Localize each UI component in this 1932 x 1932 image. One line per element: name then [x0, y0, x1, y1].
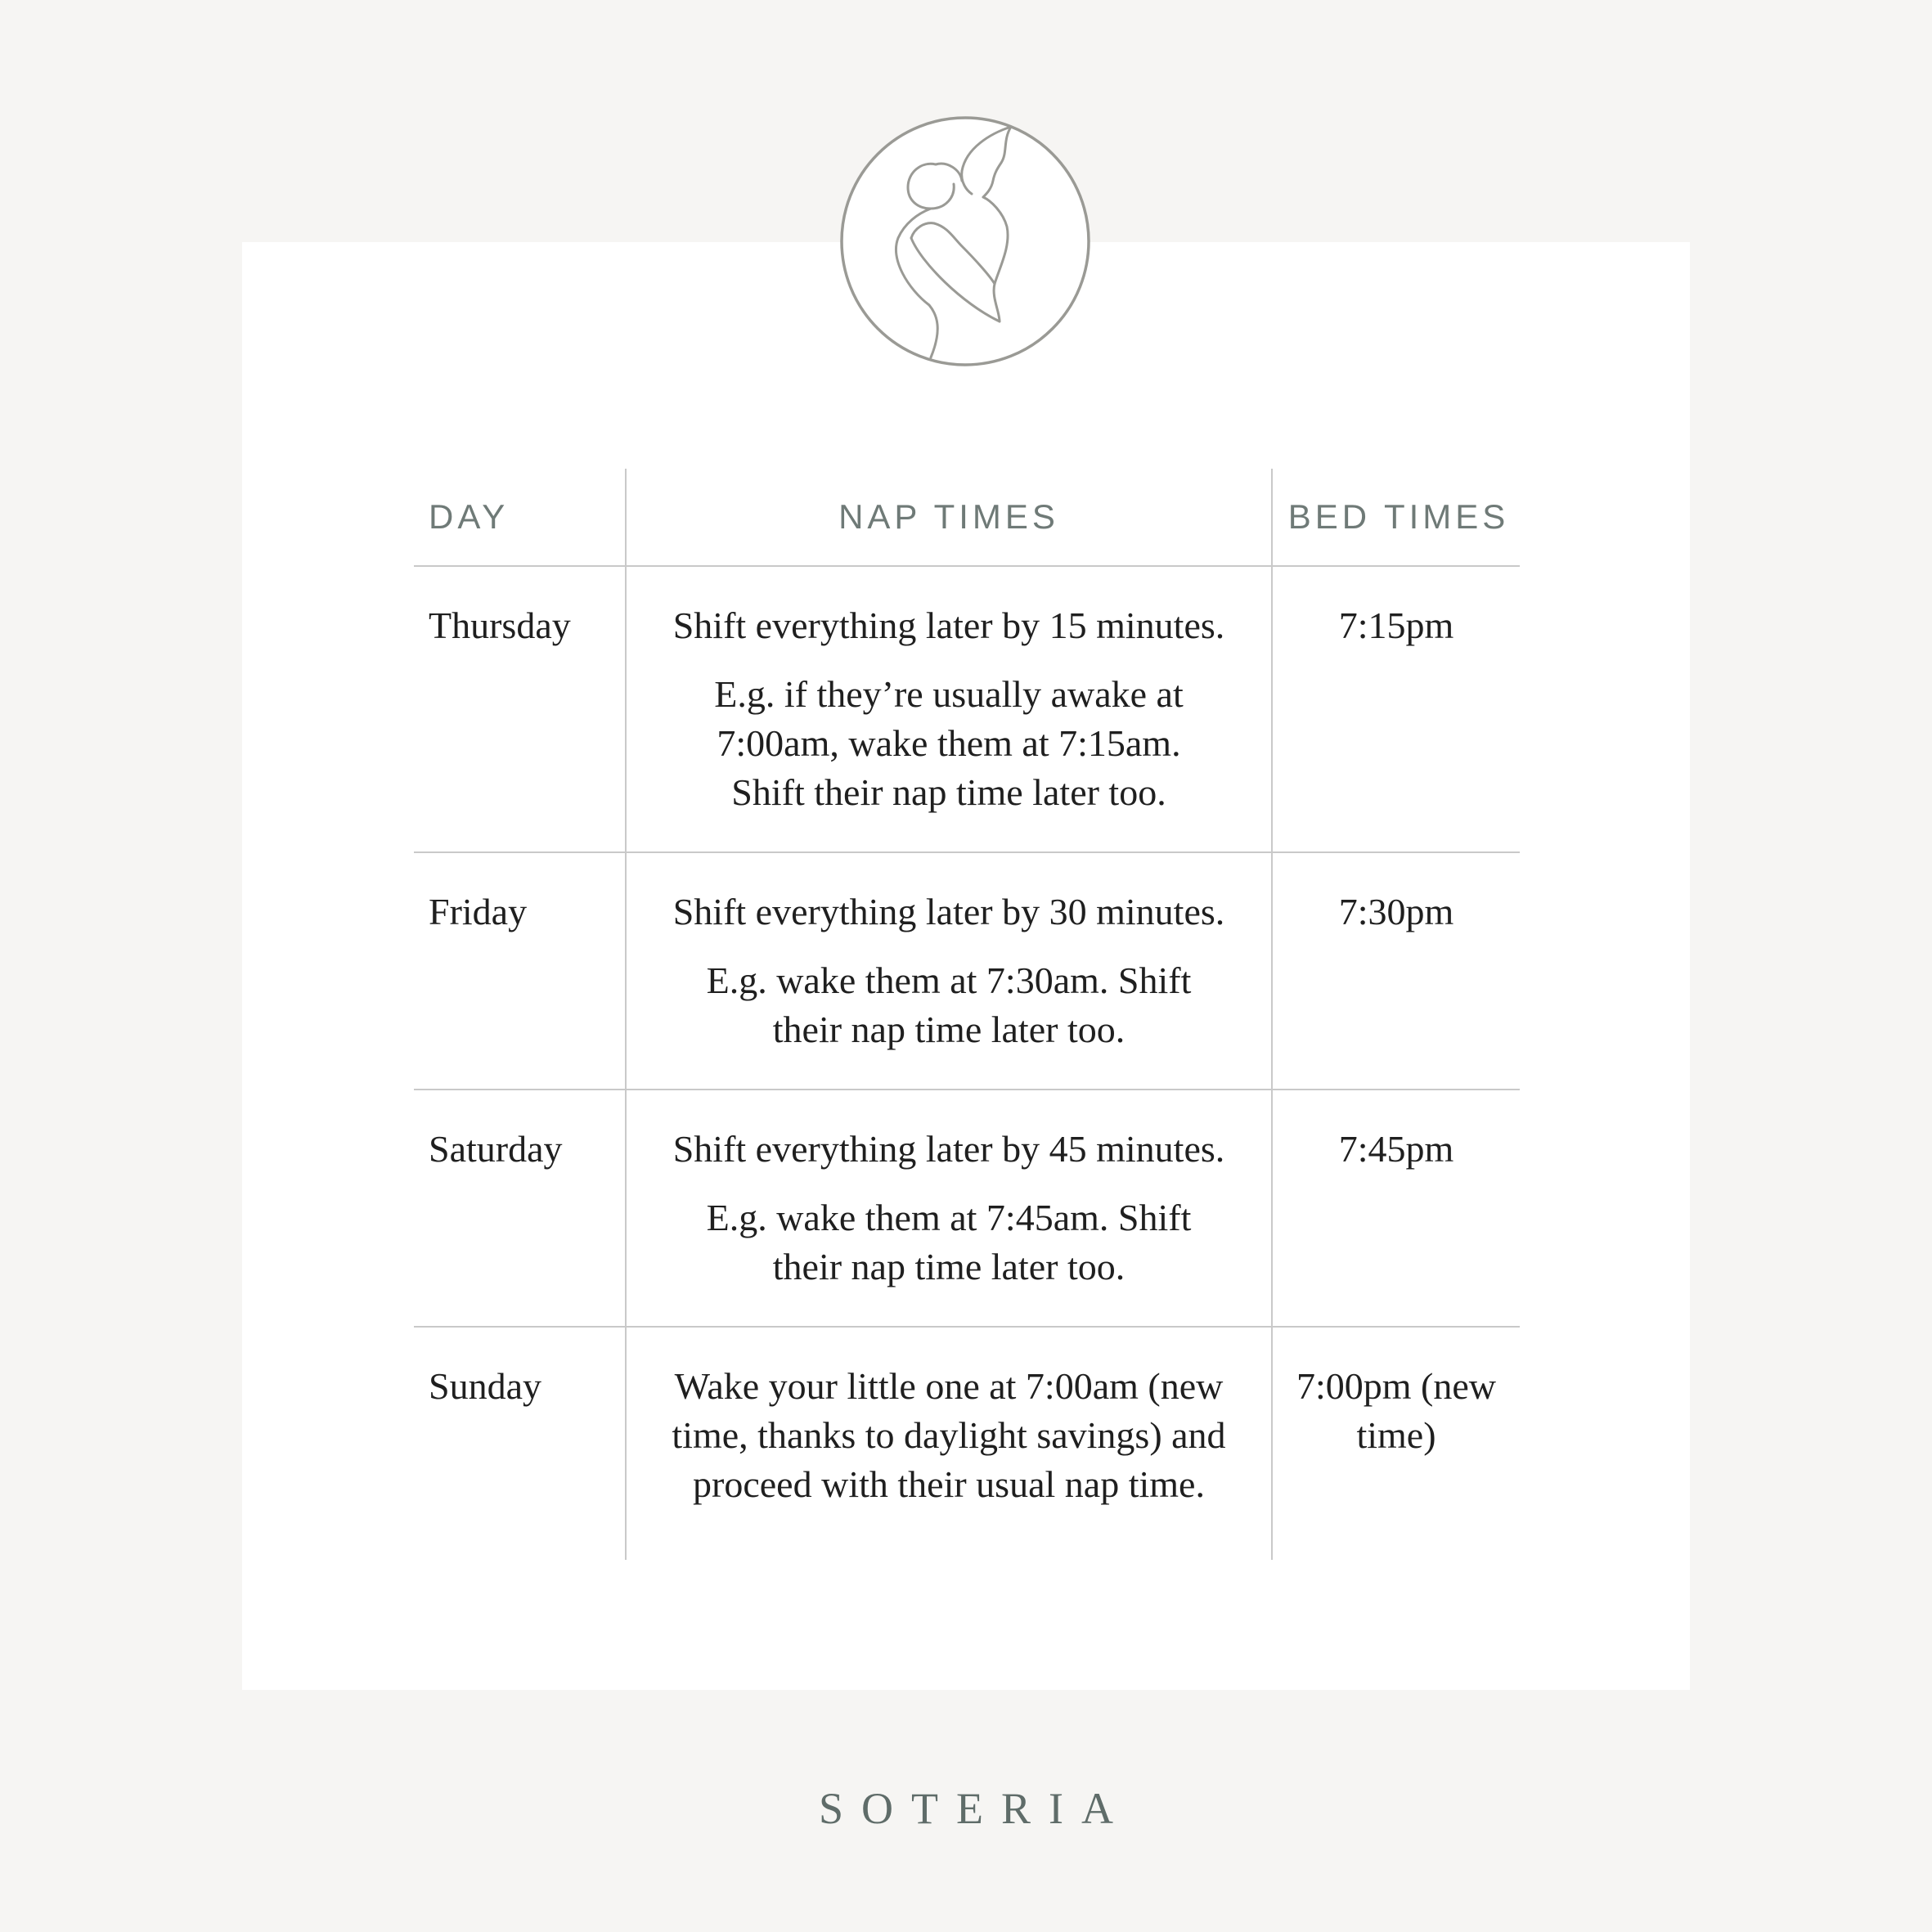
bed-time-cell: 7:45pm	[1272, 1090, 1520, 1327]
table-row	[414, 1090, 1520, 1327]
nap-cell	[626, 1090, 1272, 1327]
mother-and-child-logo-icon	[839, 115, 1091, 367]
day-cell: Friday	[414, 852, 626, 1090]
bed-time-cell: 7:30pm	[1272, 852, 1520, 1090]
table-row	[414, 566, 1520, 852]
nap-instruction: Shift everything later by 45 minutes.	[672, 1128, 1225, 1170]
bed-time-cell: 7:00pm (new time)	[1272, 1327, 1520, 1560]
nap-instruction: Shift everything later by 30 minutes.	[672, 891, 1225, 932]
nap-cell	[626, 852, 1272, 1090]
table-row	[414, 852, 1520, 1090]
nap-instruction: Wake your little one at 7:00am (new time, thanks to daylight savings) and proceed with their usual nap time.	[672, 1365, 1226, 1505]
header-bed-times: BED TIMES	[1272, 469, 1520, 566]
header-day: DAY	[414, 469, 626, 566]
bed-time-cell: 7:15pm	[1272, 566, 1520, 852]
nap-schedule-table	[414, 469, 1520, 1560]
nap-example: E.g. wake them at 7:30am. Shift their nap time later too.	[706, 959, 1192, 1050]
header-nap-times: NAP TIMES	[626, 469, 1272, 566]
nap-cell	[626, 566, 1272, 852]
day-cell: Sunday	[429, 1365, 541, 1407]
nap-example: E.g. wake them at 7:45am. Shift their nap time later too.	[706, 1197, 1192, 1287]
table-header-row	[414, 469, 1520, 566]
table-row	[414, 1327, 1520, 1560]
nap-instruction: Shift everything later by 15 minutes.	[672, 604, 1225, 646]
day-cell: Saturday	[414, 1090, 626, 1327]
brand-wordmark: SOTERIA	[819, 1784, 1131, 1833]
nap-example: E.g. if they’re usually awake at 7:00am, wake them at 7:15am. Shift their nap time later too.	[714, 673, 1184, 813]
nap-cell	[626, 1327, 1272, 1560]
day-cell: Thursday	[414, 566, 626, 852]
